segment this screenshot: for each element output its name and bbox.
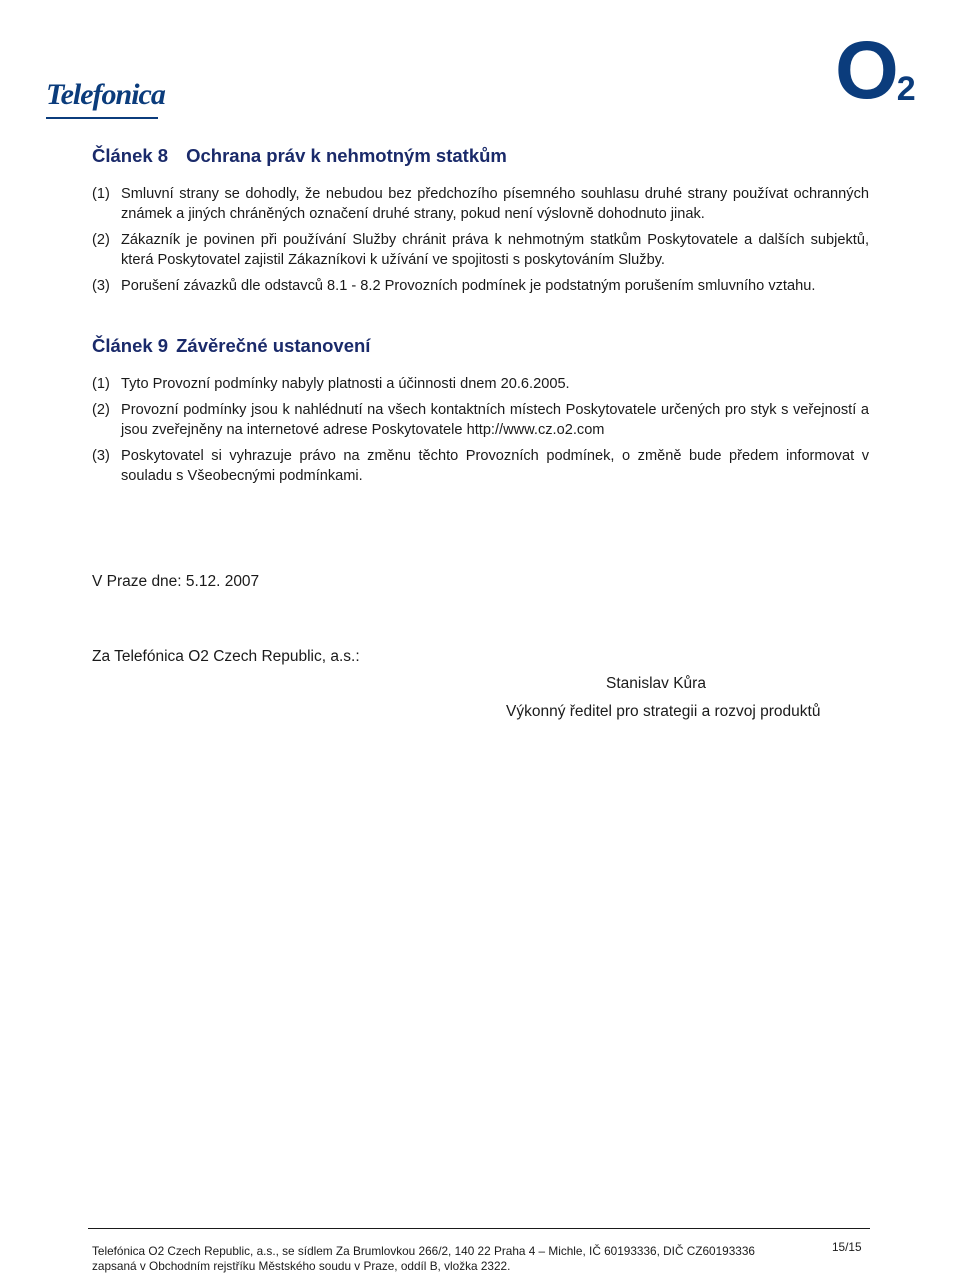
article-8-title: Ochrana práv k nehmotným statkům bbox=[186, 145, 507, 166]
article-8-paragraph-3 bbox=[92, 277, 869, 297]
paragraph-number: (2) bbox=[92, 232, 110, 248]
paragraph-text: Provozní podmínky jsou k nahlédnutí na všech kontaktních místech Poskytovatele určených pro styk s veřejností a jsou zveřejněny na internetové adrese Poskytovatele http://www.cz.o2.com bbox=[121, 402, 869, 438]
paragraph-number: (3) bbox=[92, 448, 110, 464]
footer-registry-info: zapsaná v Obchodním rejstříku Městského soudu v Praze, oddíl B, vložka 2322. bbox=[92, 1259, 511, 1273]
telefonica-logo-underline bbox=[46, 117, 158, 119]
paragraph-text: Tyto Provozní podmínky nabyly platnosti a účinnosti dnem 20.6.2005. bbox=[121, 375, 570, 392]
article-8-paragraph-1 bbox=[92, 185, 869, 224]
article-9-heading bbox=[92, 335, 869, 357]
paragraph-number: (2) bbox=[92, 402, 110, 418]
article-8-number: Článek 8 bbox=[92, 145, 169, 166]
article-9-paragraph-1 bbox=[92, 375, 869, 395]
article-8-heading bbox=[92, 145, 869, 167]
article-9-paragraph-3 bbox=[92, 447, 869, 486]
document-body bbox=[92, 145, 869, 493]
paragraph-number: (1) bbox=[92, 186, 110, 202]
paragraph-text: Poskytovatel si vyhrazuje právo na změnu těchto Provozních podmínek, o změně bude předem informovat v souladu s Všeobecnými podmínkami. bbox=[121, 448, 869, 484]
paragraph-text: Porušení závazků dle odstavců 8.1 - 8.2 Provozních podmínek je podstatným porušením smluvního vztahu. bbox=[121, 278, 816, 294]
o2-logo bbox=[835, 25, 916, 116]
signatory-title: Výkonný ředitel pro strategii a rozvoj produktů bbox=[506, 703, 821, 720]
paragraph-text: Zákazník je povinen při používání Služby chránit práva k nehmotným statkům Poskytovatele a dalších subjektů, která Poskytovatel zajistil Zákazníkovi k užívání ve spojitosti s poskytováním Služby. bbox=[121, 232, 869, 268]
article-9-paragraph-2 bbox=[92, 401, 869, 440]
page-number: 15/15 bbox=[832, 1240, 862, 1254]
o2-logo-subscript: 2 bbox=[896, 70, 916, 108]
date-line: V Praze dne: 5.12. 2007 bbox=[92, 573, 260, 590]
paragraph-number: (1) bbox=[92, 375, 110, 392]
o2-logo-letter: O bbox=[835, 25, 899, 116]
telefonica-logo: Telefonica bbox=[46, 78, 165, 111]
company-line: Za Telefónica O2 Czech Republic, a.s.: bbox=[92, 648, 360, 665]
article-9-title: Závěrečné ustanovení bbox=[176, 334, 371, 356]
signatory-name: Stanislav Kůra bbox=[606, 675, 706, 692]
paragraph-text: Smluvní strany se dohodly, že nebudou bez předchozího písemného souhlasu druhé strany používat ochranných známek a jiných chráněných označení druhé strany, pokud není výslovně dohodnuto jinak. bbox=[121, 186, 869, 222]
footer-divider bbox=[88, 1228, 870, 1229]
footer-company-info: Telefónica O2 Czech Republic, a.s., se sídlem Za Brumlovkou 266/2, 140 22 Praha 4 – Michle, IČ 60193336, DIČ CZ60193336 bbox=[92, 1244, 755, 1258]
paragraph-number: (3) bbox=[92, 278, 110, 294]
article-9-number: Článek 9 bbox=[92, 334, 169, 356]
article-8-paragraph-2 bbox=[92, 231, 869, 270]
